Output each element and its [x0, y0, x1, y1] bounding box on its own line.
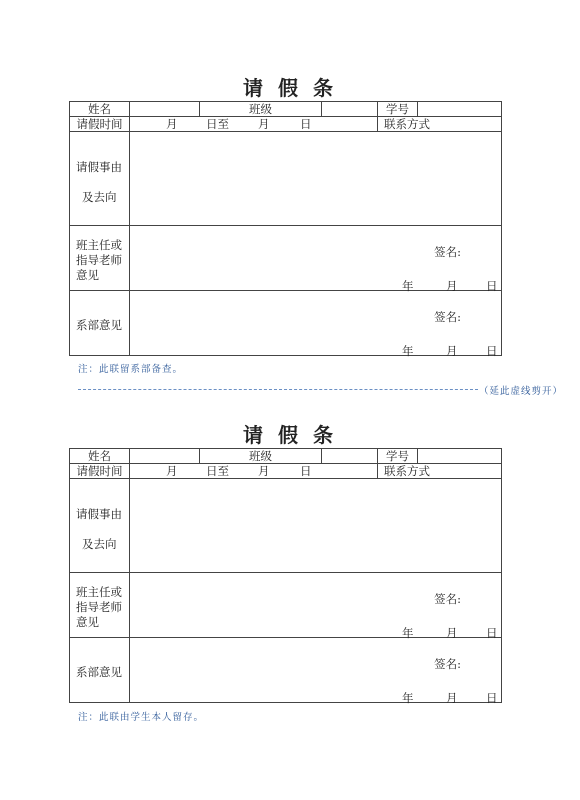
name-label: 姓名 — [70, 449, 130, 464]
month-label: 月 — [166, 464, 178, 478]
reason-field[interactable] — [130, 479, 502, 573]
class-label: 班级 — [200, 449, 322, 464]
student-id-field[interactable] — [418, 449, 502, 464]
teacher-opinion-label: 班主任或 指导老师 意见 — [70, 573, 130, 638]
cut-dashed-line — [78, 389, 478, 390]
form-note: 注：此联由学生本人留存。 — [78, 712, 205, 723]
day-to-label: 日至 — [206, 117, 229, 131]
month-label: 月 — [258, 464, 270, 478]
contact-label: 联系方式 — [384, 117, 430, 131]
teacher-opinion-label: 班主任或 指导老师 意见 — [70, 226, 130, 291]
month-label: 月 — [258, 117, 270, 131]
student-id-label: 学号 — [378, 102, 418, 117]
form-title: 请 假 条 — [243, 76, 337, 100]
department-opinion-field[interactable]: 签名: 年 月 日 — [130, 638, 502, 703]
student-id-label: 学号 — [378, 449, 418, 464]
day-to-label: 日至 — [206, 464, 229, 478]
month-label: 月 — [166, 117, 178, 131]
name-field[interactable] — [130, 102, 200, 117]
class-label: 班级 — [200, 102, 322, 117]
reason-field[interactable] — [130, 132, 502, 226]
contact-cell[interactable] — [378, 117, 502, 132]
day-label: 日 — [300, 464, 312, 478]
signature-label: 签名: — [434, 657, 461, 671]
class-field[interactable] — [322, 102, 378, 117]
reason-label: 请假事由 及去向 — [70, 479, 130, 573]
department-opinion-label: 系部意见 — [70, 638, 130, 703]
signature-label: 签名: — [434, 592, 461, 606]
contact-cell[interactable] — [378, 464, 502, 479]
leave-form-table — [69, 448, 502, 703]
signature-label: 签名: — [434, 310, 461, 324]
leave-time-label: 请假时间 — [70, 117, 130, 132]
name-field[interactable] — [130, 449, 200, 464]
signature-label: 签名: — [434, 245, 461, 259]
form-note: 注：此联留系部备查。 — [78, 364, 184, 375]
department-opinion-label: 系部意见 — [70, 291, 130, 356]
student-id-field[interactable] — [418, 102, 502, 117]
leave-form-table — [69, 101, 502, 356]
cut-instruction: （延此虚线剪开） — [479, 386, 564, 397]
class-field[interactable] — [322, 449, 378, 464]
leave-date-range-field[interactable] — [130, 117, 378, 132]
teacher-opinion-field[interactable]: 签名: 年 月 日 — [130, 573, 502, 638]
reason-label: 请假事由 及去向 — [70, 132, 130, 226]
name-label: 姓名 — [70, 102, 130, 117]
teacher-opinion-field[interactable]: 签名: 年 月 日 — [130, 226, 502, 291]
leave-date-range-field[interactable] — [130, 464, 378, 479]
leave-time-label: 请假时间 — [70, 464, 130, 479]
department-opinion-field[interactable]: 签名: 年 月 日 — [130, 291, 502, 356]
contact-label: 联系方式 — [384, 464, 430, 478]
form-title: 请 假 条 — [243, 423, 337, 447]
day-label: 日 — [300, 117, 312, 131]
